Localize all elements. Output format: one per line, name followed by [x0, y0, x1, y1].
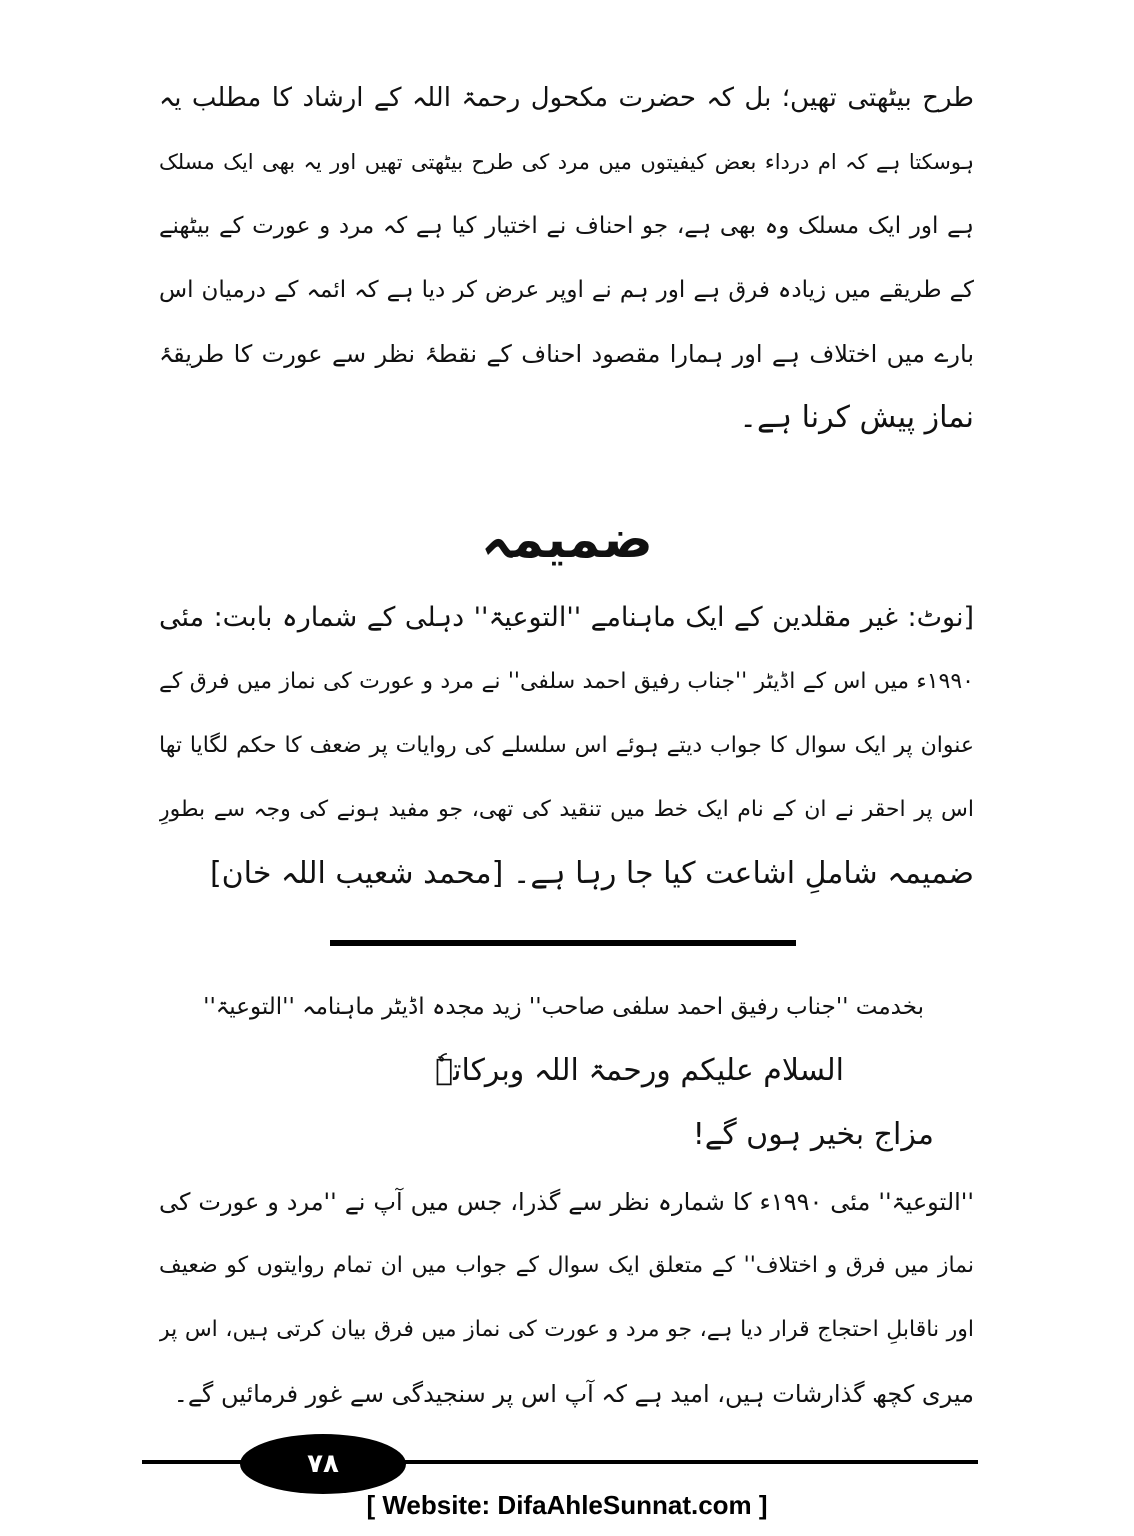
text-line: [نوٹ: غیر مقلدین کے ایک ماہنامے ''التوعیۃ'' دہلی کے شمارہ بابت: مئی [159, 602, 974, 633]
text-line: ''التوعیۃ'' مئی ۱۹۹۰ء کا شمارہ نظر سے گذرا، جس میں آپ نے ''مرد و عورت کی [159, 1188, 974, 1216]
text-line: نماز میں فرق و اختلاف'' کے متعلق ایک سوال کے جواب میں ان تمام روایتوں کو ضعیف [159, 1253, 974, 1278]
text-line: ۱۹۹۰ء میں اس کے اڈیٹر ''جناب رفیق احمد سلفی'' نے مرد و عورت کی نماز میں فرق کے [159, 669, 974, 694]
paragraph-top [159, 66, 974, 450]
text-line: عنوان پر ایک سوال کا جواب دیتے ہوئے اس سلسلے کی روایات پر ضعف کا حکم لگایا تھا [159, 733, 974, 758]
letter-address: بخدمت ''جناب رفیق احمد سلفی صاحب'' زید مجدہ اڈیٹر ماہنامہ ''التوعیۃ'' [203, 994, 924, 1020]
letter-wellbeing-block [234, 1103, 934, 1167]
letter-greeting: السلام علیکم ورحمۃ اللہ وبرکاتہٗ [435, 1053, 844, 1088]
letter-body [159, 1170, 974, 1426]
page-number: ۷۸ [240, 1434, 406, 1494]
letter-wellbeing: مزاج بخیر ہوں گے! [692, 1117, 934, 1152]
divider-rule [330, 940, 796, 946]
text-line: اور ناقابلِ احتجاج قرار دیا ہے، جو مرد و عورت کی نماز میں فرق بیان کرتی ہیں، اس پر [159, 1317, 974, 1342]
editor-note [159, 586, 974, 906]
letter-header [184, 975, 924, 1103]
text-line: اس پر احقر نے ان کے نام ایک خط میں تنقید کی تھی، جو مفید ہونے کی وجہ سے بطورِ [159, 797, 974, 822]
text-line: کے طریقے میں زیادہ فرق ہے اور ہم نے اوپر عرض کر دیا ہے کہ ائمہ کے درمیان اس [159, 277, 974, 303]
section-heading: ضمیمہ [481, 510, 653, 570]
text-line: بارے میں اختلاف ہے اور ہمارا مقصود احناف کے نقطۂ نظر سے عورت کا طریقۂ [159, 340, 974, 368]
text-line: ہے اور ایک مسلک وہ بھی ہے، جو احناف نے اختیار کیا ہے کہ مرد و عورت کے بیٹھنے [159, 213, 974, 239]
text-line: ہوسکتا ہے کہ ام درداء بعض کیفیتوں میں مرد کی طرح بیٹھتی تھیں اور یہ بھی ایک مسلک [159, 150, 974, 174]
text-line: طرح بیٹھتی تھیں؛ بل کہ حضرت مکحول رحمۃ اللہ کے ارشاد کا مطلب یہ [159, 83, 974, 113]
text-line: نماز پیش کرنا ہے۔ [739, 400, 974, 435]
website-footer: [ Website: DifaAhleSunnat.com ] [366, 1490, 768, 1520]
text-line: میری کچھ گذارشات ہیں، امید ہے کہ آپ اس پر سنجیدگی سے غور فرمائیں گے۔ [173, 1380, 974, 1408]
text-line: ضمیمہ شاملِ اشاعت کیا جا رہا ہے۔ [محمد شعیب اللہ خان] [209, 856, 974, 891]
